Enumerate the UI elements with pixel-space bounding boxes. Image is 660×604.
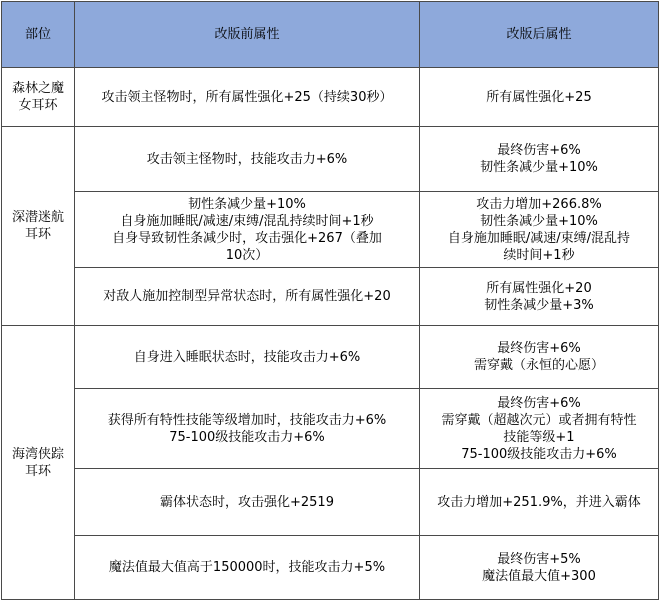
after-line: 韧性条减少量+3%: [484, 297, 594, 313]
part-line: 女耳环: [18, 98, 58, 113]
after-line: 续时间+1秒: [503, 247, 575, 263]
before-line: 10次）: [225, 247, 269, 263]
after-cell: [420, 192, 659, 268]
after-cell: [420, 127, 659, 192]
before-line: 获得所有特性技能等级增加时，技能攻击力+6%: [107, 412, 387, 428]
before-line: 75-100级技能攻击力+6%: [169, 429, 325, 445]
header-part: 部位: [2, 2, 75, 68]
after-line: 所有属性强化+25: [486, 89, 592, 105]
part-line: 海湾侠踪: [11, 446, 64, 462]
before-line: 攻击领主怪物时，所有属性强化+25（持续30秒）: [101, 89, 393, 105]
after-line: 自身施加睡眠/减速/束缚/混乱持: [447, 230, 631, 246]
after-line: 攻击力增加+251.9%，并进入霸体: [437, 494, 641, 510]
after-line: 魔法值最大值+300: [482, 568, 596, 584]
before-line: 魔法值最大值高于150000时，技能攻击力+5%: [108, 560, 386, 575]
part-line: 耳环: [24, 227, 51, 242]
after-line: 攻击力增加+266.8%: [476, 196, 602, 212]
part-cell: [2, 326, 75, 600]
after-cell: [420, 389, 659, 469]
before-cell: [75, 326, 420, 389]
before-cell: [75, 68, 420, 127]
after-line: 最终伤害+6%: [497, 341, 581, 356]
before-cell: [75, 127, 420, 192]
before-line: 攻击领主怪物时，技能攻击力+6%: [146, 151, 348, 167]
header-after: 改版后属性: [420, 2, 659, 68]
header-row: [2, 2, 659, 68]
table-row: [2, 469, 659, 536]
after-line: 75-100级技能攻击力+6%: [461, 446, 617, 462]
before-cell: [75, 268, 420, 326]
after-cell: [420, 536, 659, 600]
part-cell: [2, 127, 75, 326]
table-row: [2, 127, 659, 192]
after-line: 最终伤害+6%: [497, 143, 581, 158]
before-line: 自身施加睡眠/减速/束缚/混乱持续时间+1秒: [120, 213, 374, 229]
after-line: 最终伤害+6%: [497, 395, 581, 411]
after-line: 韧性条减少量+10%: [480, 160, 598, 175]
table-row: [2, 268, 659, 326]
header-before: 改版前属性: [75, 2, 420, 68]
after-line: 最终伤害+5%: [497, 551, 581, 567]
table-row: [2, 68, 659, 127]
before-line: 自身进入睡眠状态时，技能攻击力+6%: [133, 349, 361, 365]
part-line: 森林之魔: [11, 81, 64, 96]
after-line: 所有属性强化+20: [486, 280, 592, 296]
after-cell: [420, 68, 659, 127]
before-line: 韧性条减少量+10%: [188, 196, 306, 212]
table-row: [2, 389, 659, 469]
after-line: 韧性条减少量+10%: [480, 213, 598, 229]
before-line: 自身导致韧性条减少时，攻击强化+267（叠加: [112, 230, 382, 246]
after-cell: [420, 326, 659, 389]
after-line: 需穿戴（永恒的心愿）: [473, 358, 604, 373]
after-line: 技能等级+1: [503, 429, 575, 445]
table-row: [2, 536, 659, 600]
after-cell: [420, 469, 659, 536]
part-cell: [2, 68, 75, 127]
part-line: 深潜迷航: [11, 210, 64, 225]
before-cell: [75, 192, 420, 268]
table-row: [2, 326, 659, 389]
before-line: 霸体状态时，攻击强化+2519: [160, 494, 334, 510]
after-line: 需穿戴（超越次元）或者拥有特性: [441, 412, 637, 428]
before-cell: [75, 389, 420, 469]
attribute-comparison-table: [1, 1, 659, 600]
part-line: 耳环: [24, 463, 51, 479]
before-cell: [75, 469, 420, 536]
before-line: 对敌人施加控制型异常状态时，所有属性强化+20: [103, 289, 391, 304]
table-row: [2, 192, 659, 268]
after-cell: [420, 268, 659, 326]
before-cell: [75, 536, 420, 600]
